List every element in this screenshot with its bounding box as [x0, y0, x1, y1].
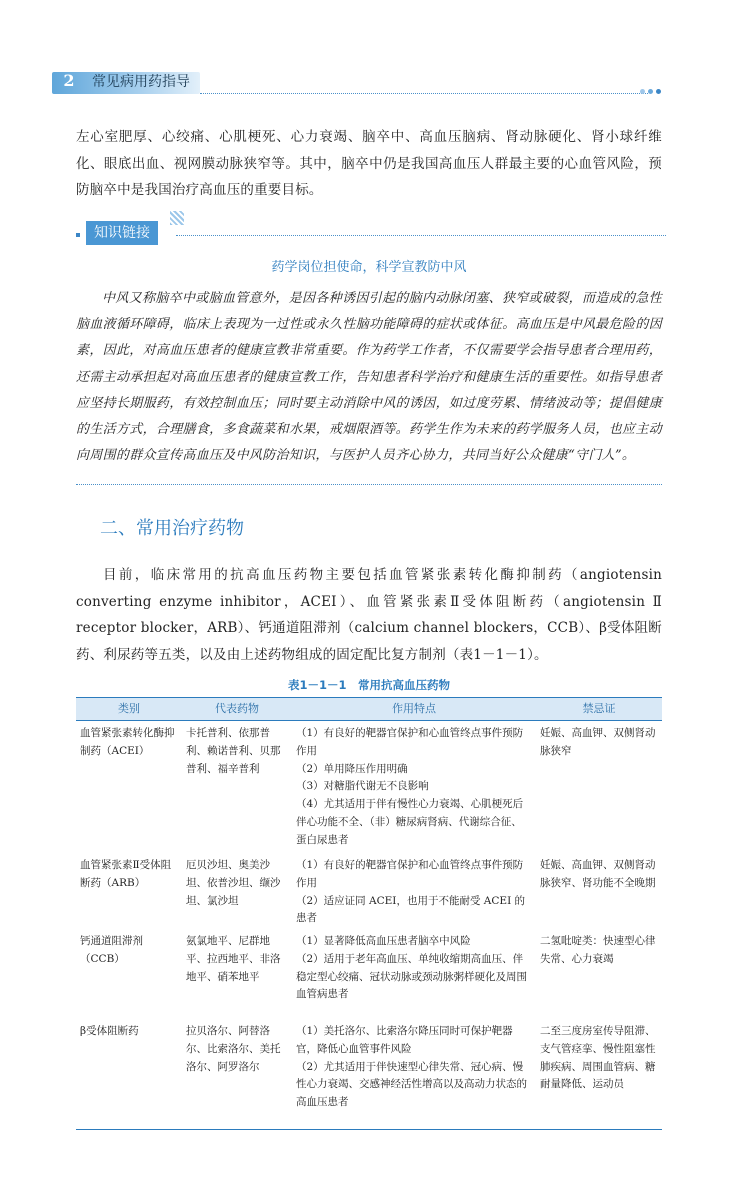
cell-features: [292, 721, 536, 856]
knowledge-link-bottom-rule: [76, 484, 662, 485]
feature-item: （2）单用降压作用明确: [296, 762, 408, 775]
cell-drugs: 卡托普利、依那普利、赖诺普利、贝那普利、福辛普利: [186, 727, 281, 775]
section-heading: 二、常用治疗药物: [100, 518, 244, 539]
table-row: [76, 721, 662, 856]
header-contraindications: 禁忌证: [582, 702, 616, 716]
cell-category: 血管紧张素转化酶抑制药（ACEI）: [80, 727, 175, 757]
feature-item: （1）有良好的靶器官保护和心血管终点事件预防作用: [296, 859, 524, 889]
cell-features: [292, 1021, 536, 1130]
cell-contraindications: 妊娠、高血钾、双侧肾动脉狭窄: [540, 727, 656, 757]
hatch-ornament: [170, 211, 184, 225]
bullet-marker: [76, 233, 80, 237]
knowledge-link-body: 中风又称脑卒中或脑血管意外，是因各种诱因引起的脑内动脉闭塞、狭窄或破裂，而造成的急性脑血液循环障碍，临床上表现为一过性或永久性脑功能障碍的症状或体征。高血压是中风最危险的因素，因此，对高血压患者的健康宣教非常重要。作为药学工作者，不仅需要学会指导患者合理用药，还需主动承担起对高血压患者的健康宣教工作，告知患者科学治疗和健康生活的重要性。如指导患者应坚持长期服药，有效控制血压；同时要主动消除中风的诱因，如过度劳累、情绪波动等；提倡健康的生活方式，合理膳食，多食蔬菜和水果，戒烟限酒等。药学生作为未来的药学服务人员，也应主动向周围的群众宣传高血压及中风防治知识，与医护人员齐心协力，共同当好公众健康“守门人”。: [76, 291, 662, 464]
cell-contraindications: 妊娠、高血钾、双侧肾动脉狭窄、肾功能不全晚期: [540, 859, 656, 889]
cell-features: [292, 931, 536, 1021]
header-category: 类别: [118, 702, 140, 716]
table-caption: 表1－1－1 常用抗高血压药物: [287, 678, 450, 692]
knowledge-link-title: 药学岗位担使命，科学宣教防中风: [271, 260, 467, 275]
feature-item: （1）显著降低高血压患者脑卒中风险: [296, 935, 471, 947]
cell-contraindications: 二氢吡啶类：快速型心律失常、心力衰竭: [540, 935, 656, 965]
cell-category: 血管紧张素Ⅱ受体阻断药（ARB）: [80, 859, 172, 889]
page-number: 2: [63, 71, 75, 90]
cell-contraindications: 二至三度房室传导阻滞、支气管痉挛、慢性阻塞性肺疾病、周围血管病、糖耐量降低、运动员: [540, 1025, 656, 1091]
header-features: 作用特点: [392, 702, 436, 716]
feature-item: （1）美托洛尔、比索洛尔降压同时可保护靶器官，降低心血管事件风险: [296, 1025, 513, 1055]
cell-drugs: 厄贝沙坦、奥美沙坦、依普沙坦、缬沙坦、氯沙坦: [186, 859, 281, 907]
knowledge-link-rule: [176, 235, 666, 236]
feature-item: （2）适应证同 ACEI，也用于不能耐受 ACEI 的患者: [296, 894, 526, 925]
cell-features: [292, 855, 536, 931]
cell-category: β受体阻断药: [80, 1025, 139, 1037]
knowledge-link-tag: 知识链接: [86, 221, 158, 245]
knowledge-link-header: [76, 221, 672, 247]
header-dots-ornament: [640, 89, 661, 94]
table-row: [76, 855, 662, 931]
feature-item: （1）有良好的靶器官保护和心血管终点事件预防作用: [296, 727, 524, 757]
feature-item: （2）适用于老年高血压、单纯收缩期高血压、伴稳定型心绞痛、冠状动脉或颈动脉粥样硬化及周围血管病患者: [296, 952, 527, 1001]
table-row: [76, 931, 662, 1021]
cell-drugs: 氨氯地平、尼群地平、拉西地平、非洛地平、硝苯地平: [186, 935, 281, 983]
table-row: [76, 1021, 662, 1130]
feature-item: （2）尤其适用于伴快速型心律失常、冠心病、慢性心力衰竭、交感神经活性增高以及高动力状态的高血压患者: [296, 1060, 527, 1109]
intro-paragraph: 左心室肥厚、心绞痛、心肌梗死、心力衰竭、脑卒中、高血压脑病、肾动脉硬化、肾小球纤维化、眼底出血、视网膜动脉狭窄等。其中，脑卒中仍是我国高血压人群最主要的心血管风险，预防脑卒中是我国治疗高血压的重要目标。: [76, 129, 662, 198]
drug-table: [76, 697, 662, 1130]
cell-category: 钙通道阻滞剂（CCB）: [80, 935, 143, 965]
feature-item: （3）对糖脂代谢无不良影响: [296, 780, 429, 793]
running-title: 常见病用药指导: [92, 74, 190, 90]
feature-item: （4）尤其适用于伴有慢性心力衰竭、心肌梗死后伴心功能不全、（非）糖尿病肾病、代谢综合征、蛋白尿患者: [296, 798, 524, 846]
cell-drugs: 拉贝洛尔、阿替洛尔、比索洛尔、美托洛尔、阿罗洛尔: [186, 1025, 281, 1073]
table-header-row: [76, 698, 662, 721]
page-header: [0, 68, 750, 102]
header-rule: [200, 93, 648, 94]
header-drugs: 代表药物: [215, 702, 259, 716]
section-paragraph: 目前，临床常用的抗高血压药物主要包括血管紧张素转化酶抑制药（angiotensin converting enzyme inhibitor，ACEI）、血管紧张素Ⅱ受体阻断药（angiotensin Ⅱ receptor blocker，ARB）、钙通道阻滞剂（calcium channel blockers，CCB）、β受体阻断药、利尿药等五类，以及由上述药物组成的固定配比复方制剂（表1－1－1）。: [76, 567, 662, 663]
